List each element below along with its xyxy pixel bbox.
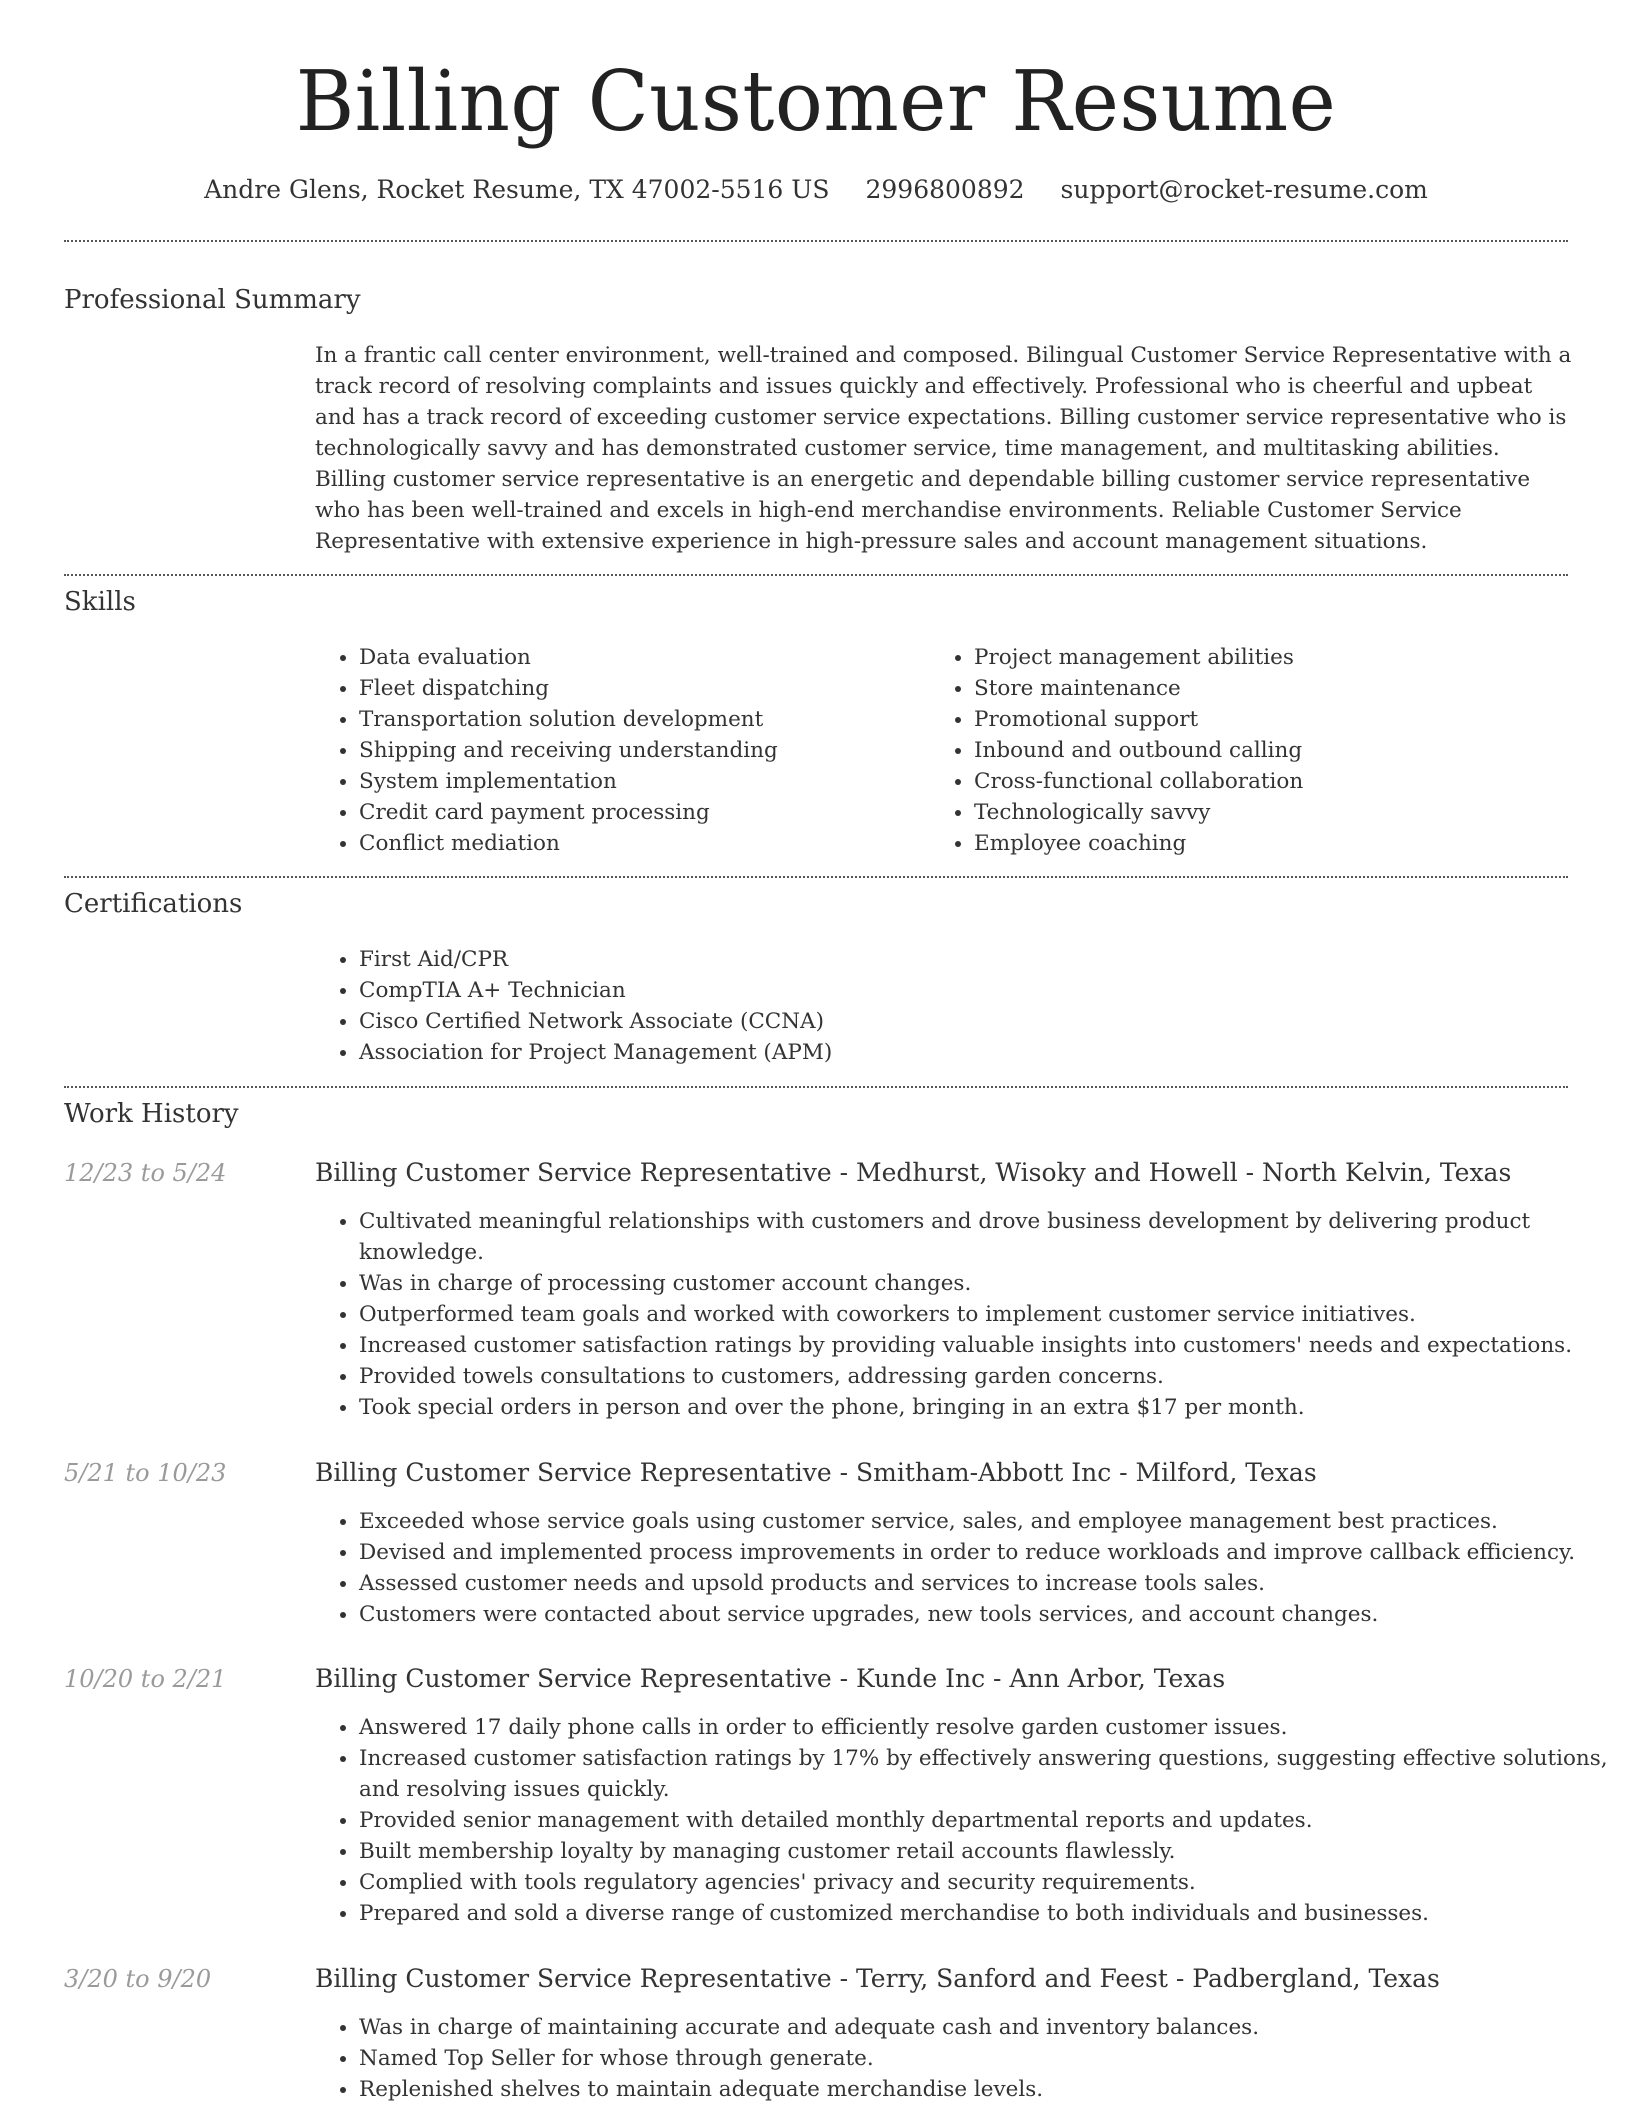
skills-list-left (315, 642, 919, 859)
list-item: • Inbound and outbound calling (974, 735, 1574, 766)
list-item: • Outperformed team goals and worked with coworkers to implement customer service initiatives. (359, 1299, 1621, 1330)
certifications-heading: Certifications (64, 889, 243, 919)
list-item: • System implementation (359, 766, 919, 797)
divider (64, 240, 1568, 242)
job-dates: 12/23 to 5/24 (64, 1159, 227, 1187)
list-item: • Provided senior management with detailed monthly departmental reports and updates. (359, 1805, 1621, 1836)
list-item: • Exceeded whose service goals using customer service, sales, and employee management best practices. (359, 1506, 1621, 1537)
list-item: • First Aid/CPR (359, 944, 1559, 975)
list-item: • Conflict mediation (359, 828, 919, 859)
work-history-heading: Work History (64, 1099, 239, 1129)
list-item: • Prepared and sold a diverse range of customized merchandise to both individuals and businesses. (359, 1898, 1621, 1929)
job-title: Billing Customer Service Representative - Terry, Sanford and Feest - Padbergland, Texas (315, 1964, 1440, 1993)
job-bullets (315, 2012, 1621, 2105)
list-item: • Technologically savvy (974, 797, 1574, 828)
list-item: • Provided towels consultations to customers, addressing garden concerns. (359, 1361, 1621, 1392)
skills-heading: Skills (64, 587, 136, 617)
list-item: • Took special orders in person and over the phone, bringing in an extra $17 per month. (359, 1392, 1621, 1423)
list-item: • Customers were contacted about service upgrades, new tools services, and account changes. (359, 1599, 1621, 1630)
summary-heading: Professional Summary (64, 285, 361, 315)
divider (64, 574, 1568, 576)
job-bullets (315, 1506, 1621, 1630)
list-item: • Employee coaching (974, 828, 1574, 859)
resume-title: Billing Customer Resume (295, 53, 1337, 150)
job-dates: 5/21 to 10/23 (64, 1459, 227, 1487)
certifications-list (315, 944, 1559, 1068)
job-title: Billing Customer Service Representative - Kunde Inc - Ann Arbor, Texas (315, 1664, 1226, 1693)
list-item: • Assessed customer needs and upsold products and services to increase tools sales. (359, 1568, 1621, 1599)
list-item: • Cisco Certified Network Associate (CCNA) (359, 1006, 1559, 1037)
list-item: • Promotional support (974, 704, 1574, 735)
list-item: • Store maintenance (974, 673, 1574, 704)
divider (64, 876, 1568, 878)
contact-phone: 2996800892 (865, 175, 1025, 204)
list-item: • Data evaluation (359, 642, 919, 673)
list-item: • Was in charge of maintaining accurate and adequate cash and inventory balances. (359, 2012, 1621, 2043)
job-bullets (315, 1712, 1621, 1929)
list-item: • Was in charge of processing customer account changes. (359, 1268, 1621, 1299)
list-item: • Project management abilities (974, 642, 1574, 673)
list-item: • Complied with tools regulatory agencies' privacy and security requirements. (359, 1867, 1621, 1898)
list-item: • Replenished shelves to maintain adequate merchandise levels. (359, 2074, 1621, 2105)
summary-text: In a frantic call center environment, well-trained and composed. Bilingual Customer Service Representative with a track record of resolving complaints and issues quickly and effectively. Professional who is cheerful and upbeat and has a track record of exceeding customer service expectations. Billing customer service representative who is technologically savvy and has demonstrated customer service, time management, and multitasking abilities. Billing customer service representative is an energetic and dependable billing customer service representative who has been well-trained and excels in high-end merchandise environments. Reliable Customer Service Representative with extensive experience in high-pressure sales and account management situations. (315, 343, 1572, 554)
list-item: • Named Top Seller for whose through generate. (359, 2043, 1621, 2074)
list-item: • Answered 17 daily phone calls in order to efficiently resolve garden customer issues. (359, 1712, 1621, 1743)
contact-address: Andre Glens, Rocket Resume, TX 47002-5516 US (204, 175, 830, 204)
list-item: • CompTIA A+ Technician (359, 975, 1559, 1006)
divider (64, 1086, 1568, 1088)
contact-line (0, 170, 1632, 210)
list-item: • Increased customer satisfaction ratings by 17% by effectively answering questions, suggesting effective solutions, and resolving issues quickly. (359, 1743, 1621, 1805)
job-bullets (315, 1206, 1621, 1423)
list-item: • Cultivated meaningful relationships with customers and drove business development by delivering product knowledge. (359, 1206, 1621, 1268)
list-item: • Cross-functional collaboration (974, 766, 1574, 797)
contact-email[interactable]: support@rocket-resume.com (1060, 175, 1428, 204)
job-dates: 10/20 to 2/21 (64, 1665, 227, 1693)
job-dates: 3/20 to 9/20 (64, 1965, 212, 1993)
list-item: • Devised and implemented process improvements in order to reduce workloads and improve callback efficiency. (359, 1537, 1621, 1568)
job-title: Billing Customer Service Representative - Medhurst, Wisoky and Howell - North Kelvin, Texas (315, 1158, 1512, 1187)
list-item: • Credit card payment processing (359, 797, 919, 828)
skills-list-right (930, 642, 1574, 859)
list-item: • Transportation solution development (359, 704, 919, 735)
job-title: Billing Customer Service Representative - Smitham-Abbott Inc - Milford, Texas (315, 1458, 1317, 1487)
list-item: • Association for Project Management (APM) (359, 1037, 1559, 1068)
list-item: • Increased customer satisfaction ratings by providing valuable insights into customers' needs and expectations. (359, 1330, 1621, 1361)
list-item: • Shipping and receiving understanding (359, 735, 919, 766)
list-item: • Built membership loyalty by managing customer retail accounts flawlessly. (359, 1836, 1621, 1867)
list-item: • Fleet dispatching (359, 673, 919, 704)
